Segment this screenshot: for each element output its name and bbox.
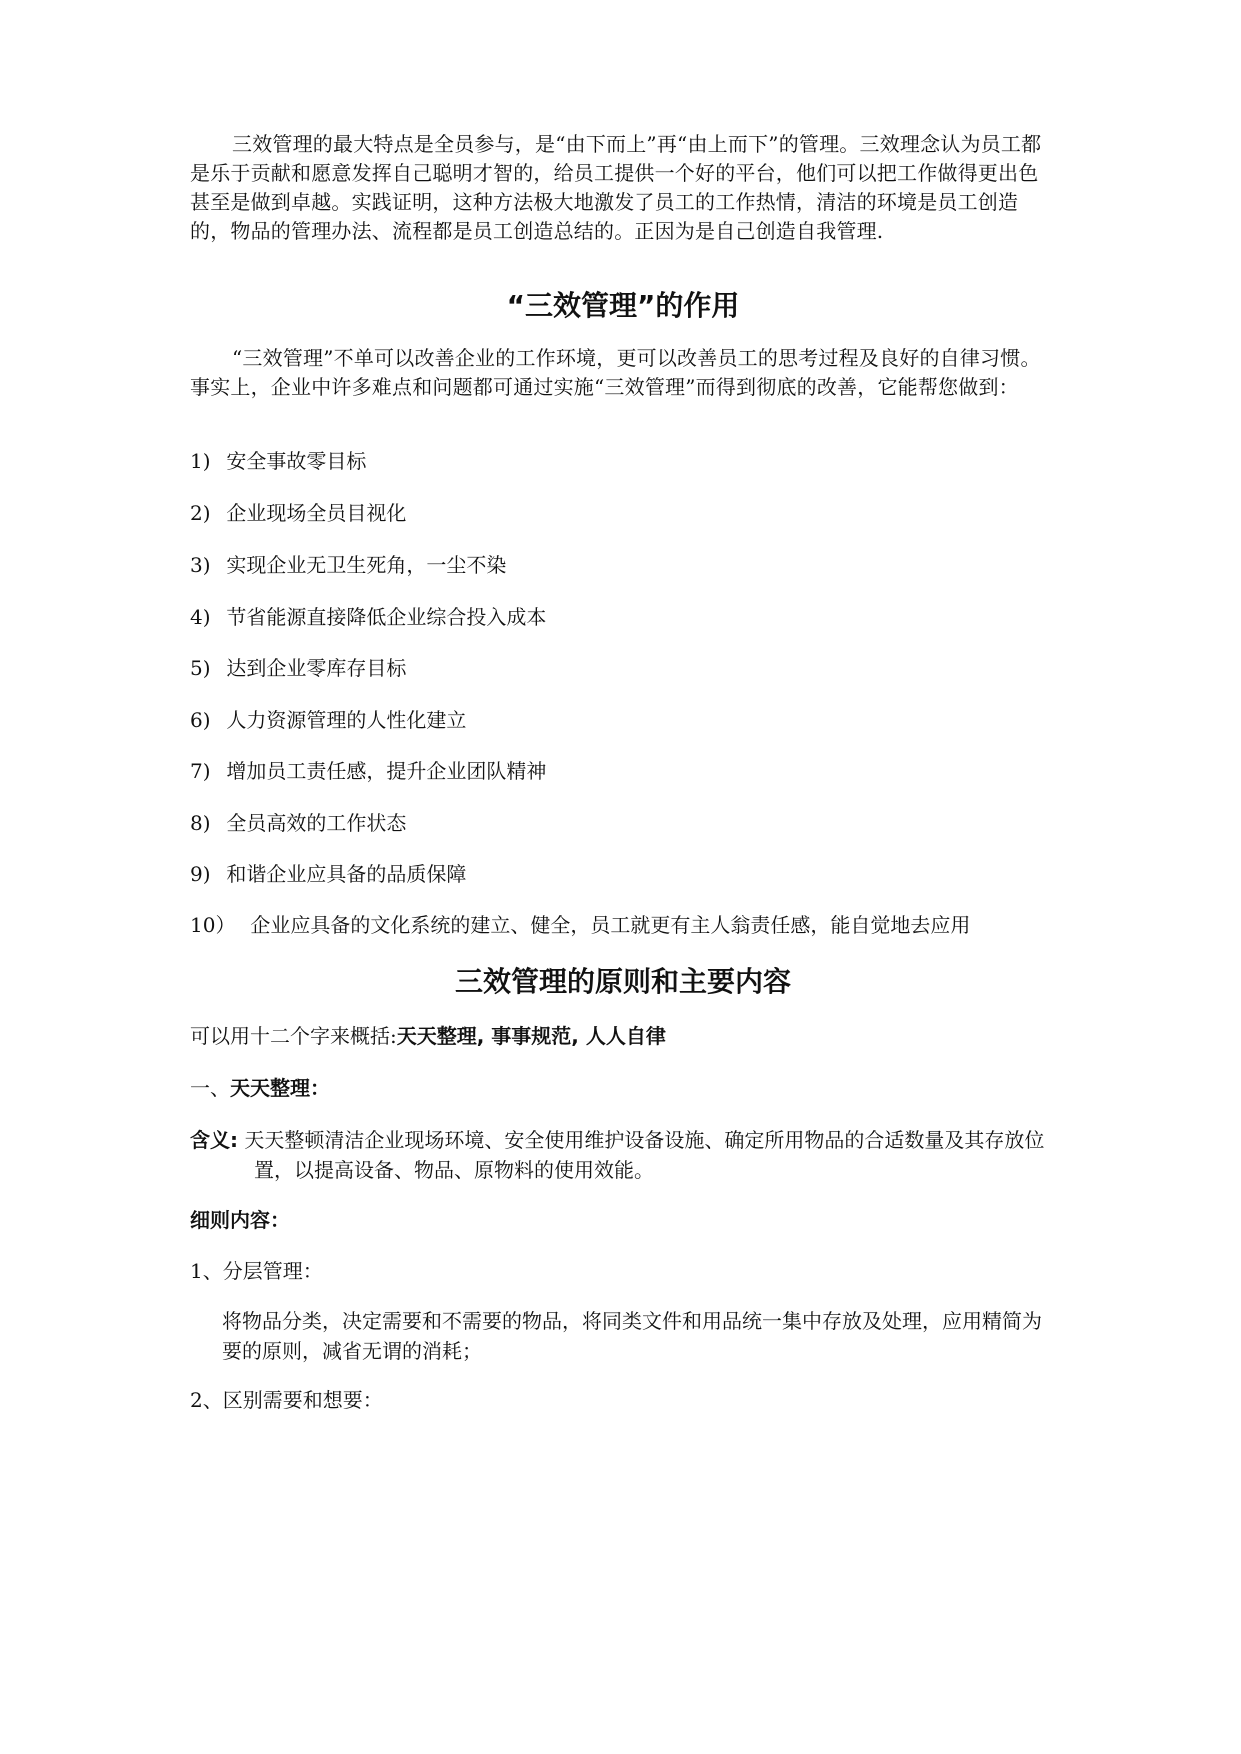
detail1-title: 1、分层管理： [190,1259,323,1283]
list-item: 1) 安全事故零目标 [190,449,367,473]
effects-paragraph: “三效管理”不单可以改善企业的工作环境，更可以改善员工的思考过程及良好的自律习惯。事实上，企业中许多难点和问题都可通过实施“三效管理”而得到彻底的改善，它能帮您做到： [190,346,1041,399]
list-item: 8) 全员高效的工作状态 [190,811,407,835]
list-item: 6) 人力资源管理的人性化建立 [190,708,467,732]
list-item: 9) 和谐企业应具备的品质保障 [190,862,467,886]
list-item: 2) 企业现场全员目视化 [190,501,407,525]
list-item: 7) 增加员工责任感，提升企业团队精神 [190,759,547,783]
detail1-text: 将物品分类，决定需要和不需要的物品，将同类文件和用品统一集中存放及处理，应用精简为要的原则，减省无谓的消耗； [222,1309,1042,1363]
list-item: 3) 实现企业无卫生死角，一尘不染 [190,553,507,577]
meaning-paragraph: 含义: 天天整顿清洁企业现场环境、安全使用维护设备设施、确定所用物品的合适数量及其存放位置，以提高设备、物品、原物料的使用效能。 [190,1128,1045,1182]
section-title-effects: “三效管理”的作用 [506,289,740,322]
intro-paragraph: 三效管理的最大特点是全员参与，是“由下而上”再“由上而下”的管理。三效理念认为员工都是乐于贡献和愿意发挥自己聪明才智的，给员工提供一个好的平台，他们可以把工作做得更出色甚至是做到卓越。实践证明，这种方法极大地激发了员工的工作热情，清洁的环境是员工创造的，物品的管理办法、流程都是员工创造总结的。正因为是自己创造自我管理. [190,132,1042,243]
section-title-principles: 三效管理的原则和主要内容 [454,965,791,998]
details-label: 细则内容： [190,1208,290,1232]
part1-heading: 一、天天整理： [190,1076,330,1100]
summary-line: 可以用十二个字来概括:天天整理, 事事规范, 人人自律 [190,1024,666,1048]
list-item: 10） 企业应具备的文化系统的建立、健全，员工就更有主人翁责任感，能自觉地去应用 [190,913,971,937]
list-item: 4) 节省能源直接降低企业综合投入成本 [190,605,547,629]
detail2-title: 2、区别需要和想要： [190,1388,383,1412]
list-item: 5) 达到企业零库存目标 [190,656,407,680]
